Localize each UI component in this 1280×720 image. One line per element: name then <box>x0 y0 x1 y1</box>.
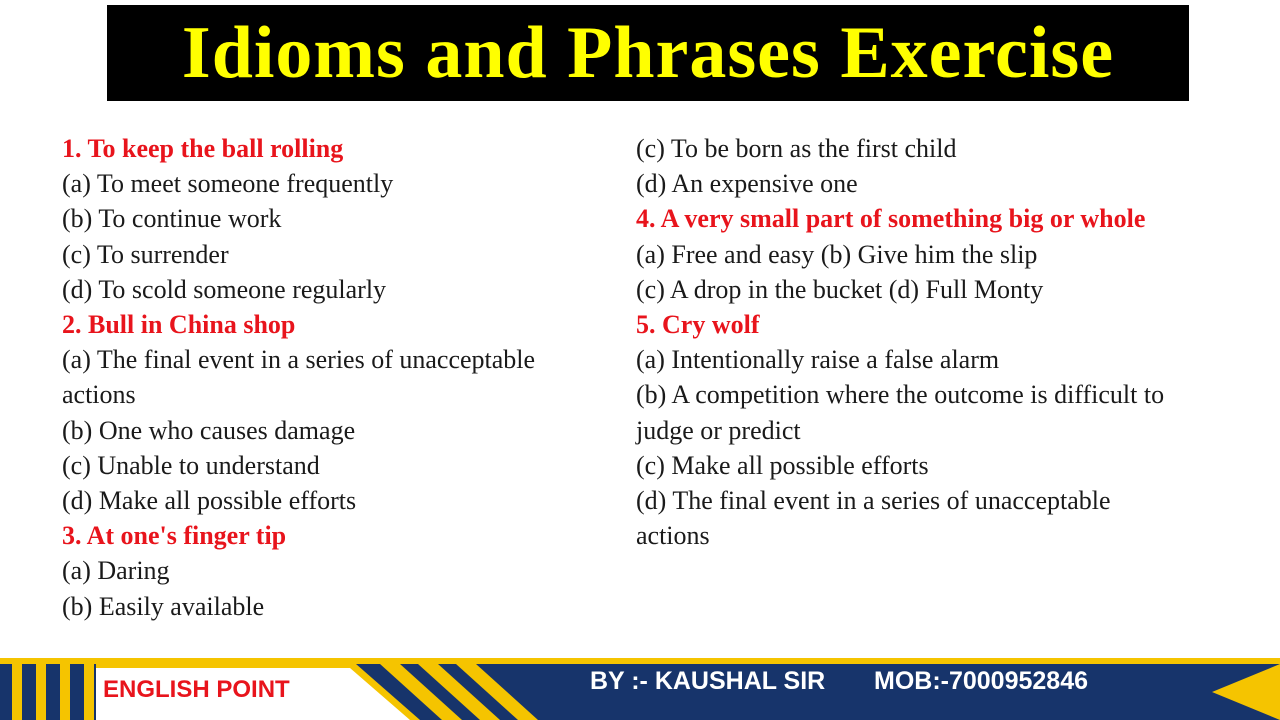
question-2-option-b: (b) One who causes damage <box>62 415 356 445</box>
question-2: 2. Bull in China shop <box>62 310 296 340</box>
brand-name: ENGLISH POINT <box>103 676 290 703</box>
question-4-options-ab: (a) Free and easy (b) Give him the slip <box>636 239 1038 269</box>
question-5-option-b: (b) A competition where the outcome is difficult to judge or predict <box>636 380 1165 445</box>
title-banner <box>107 5 1189 101</box>
question-2-option-c: (c) Unable to understand <box>62 450 320 480</box>
question-3-option-d: (d) An expensive one <box>636 169 858 199</box>
question-1-option-c: (c) To surrender <box>62 239 229 269</box>
question-4-options-cd: (c) A drop in the bucket (d) Full Monty <box>636 274 1044 304</box>
right-column <box>636 131 1236 553</box>
question-4: 4. A very small part of something big or whole <box>636 204 1146 234</box>
question-1-option-b: (b) To continue work <box>62 204 282 234</box>
author-credit: BY :- KAUSHAL SIR <box>590 667 826 695</box>
question-3: 3. At one's finger tip <box>62 521 287 551</box>
question-5: 5. Cry wolf <box>636 310 760 340</box>
question-1: 1. To keep the ball rolling <box>62 134 344 163</box>
page-title: Idioms and Phrases Exercise <box>181 12 1115 94</box>
mobile-number: MOB:-7000952846 <box>874 667 1089 695</box>
question-5-option-a: (a) Intentionally raise a false alarm <box>636 345 1000 375</box>
question-3-option-c: (c) To be born as the first child <box>636 134 957 163</box>
question-5-option-c: (c) Make all possible efforts <box>636 450 929 480</box>
question-1-option-a: (a) To meet someone frequently <box>62 169 394 199</box>
question-3-option-a: (a) Daring <box>62 556 170 586</box>
question-2-option-d: (d) Make all possible efforts <box>62 486 357 516</box>
question-3-option-b: (b) Easily available <box>62 591 265 621</box>
question-2-option-a: (a) The final event in a series of unacceptable actions <box>62 345 536 410</box>
left-column <box>62 131 607 624</box>
question-5-option-d: (d) The final event in a series of unacceptable actions <box>636 486 1111 551</box>
question-1-option-d: (d) To scold someone regularly <box>62 274 387 304</box>
